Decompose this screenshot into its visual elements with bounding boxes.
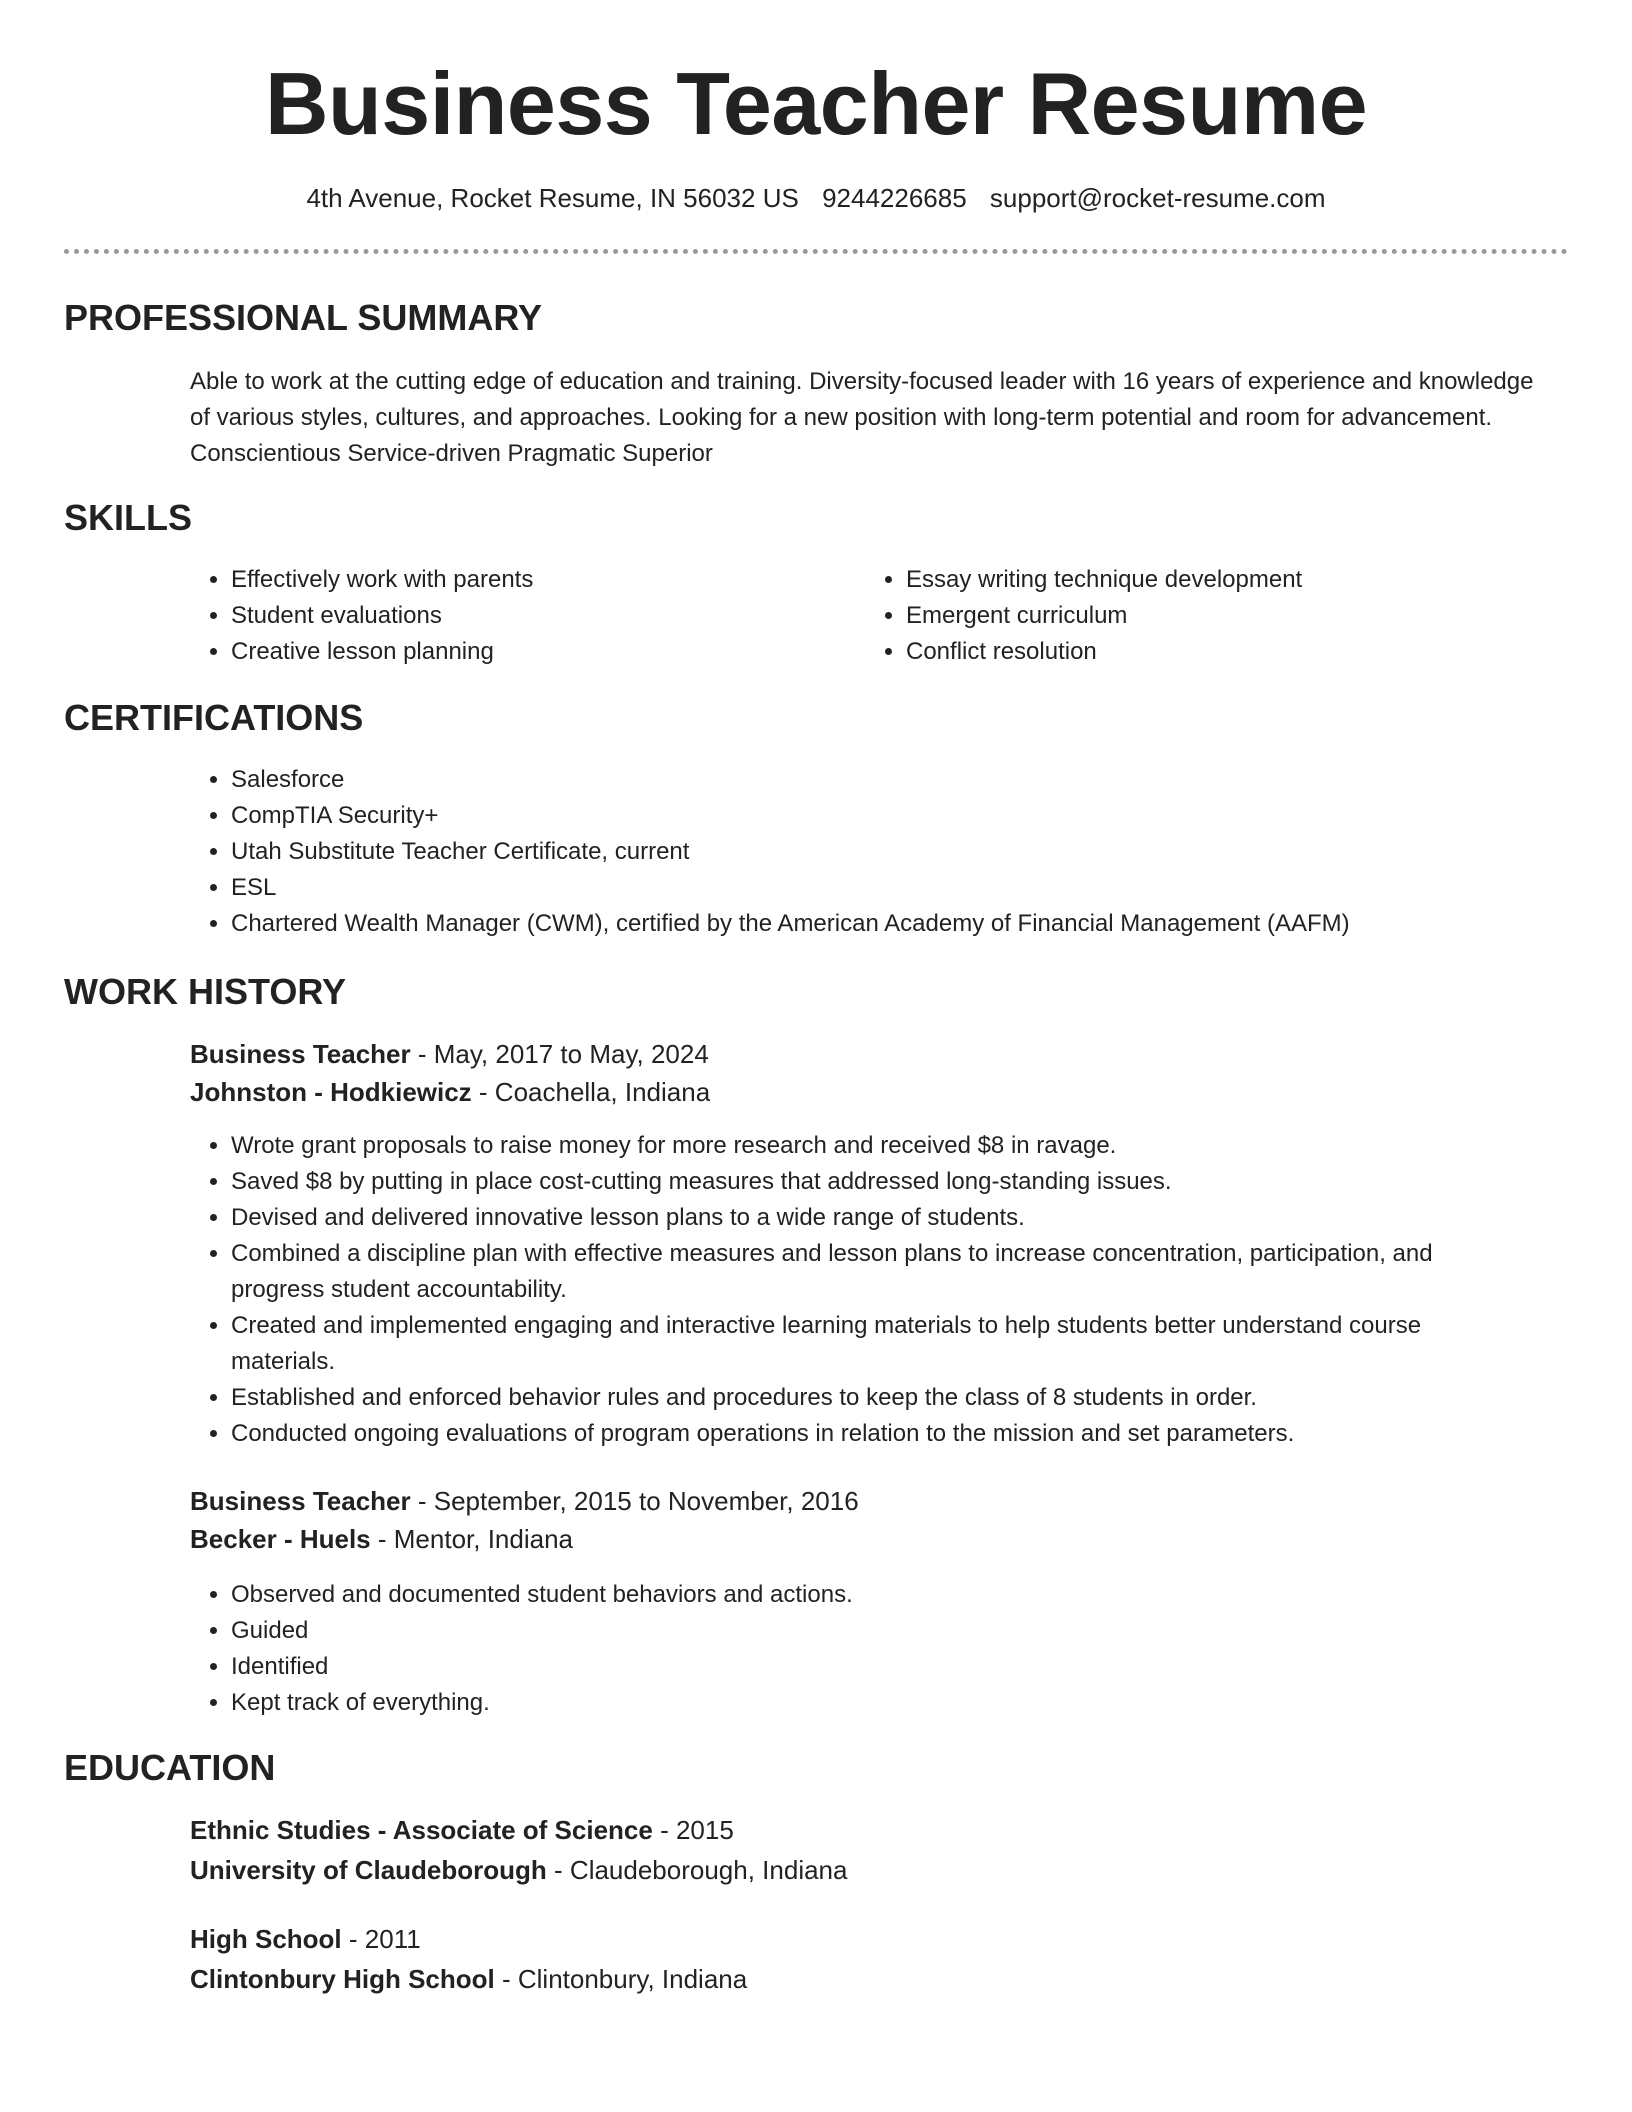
job-title-line xyxy=(190,1482,859,1520)
job-title: Business Teacher xyxy=(190,1039,411,1069)
education-school: University of Claudeborough xyxy=(190,1855,547,1885)
education-degree-line xyxy=(190,1811,734,1849)
skill-item: • Creative lesson planning xyxy=(231,634,851,670)
education-degree: High School xyxy=(190,1924,342,1954)
job-company-line xyxy=(190,1073,710,1111)
education-location: - Claudeborough, Indiana xyxy=(546,1855,848,1885)
job-location: - Mentor, Indiana xyxy=(370,1524,573,1554)
skills-heading: SKILLS xyxy=(64,497,193,538)
work-history-heading: WORK HISTORY xyxy=(64,971,347,1012)
education-location: - Clintonbury, Indiana xyxy=(494,1964,748,1994)
skill-item: • Essay writing technique development xyxy=(906,562,1546,598)
job-company: Becker - Huels xyxy=(190,1524,371,1554)
certifications-heading: CERTIFICATIONS xyxy=(64,697,364,738)
skill-item: • Effectively work with parents xyxy=(231,562,851,598)
certification-item: • Utah Substitute Teacher Certificate, current xyxy=(231,834,1611,870)
job-bullet: • Saved $8 by putting in place cost-cutting measures that addressed long-standing issues. xyxy=(231,1164,1531,1200)
job-title: Business Teacher xyxy=(190,1486,411,1516)
job-bullet: • Guided xyxy=(231,1613,1531,1649)
contact-phone: 9244226685 xyxy=(822,183,967,213)
summary-heading: PROFESSIONAL SUMMARY xyxy=(64,297,543,338)
job-bullet: • Created and implemented engaging and interactive learning materials to help students better understand course materials. xyxy=(231,1308,1531,1380)
education-school: Clintonbury High School xyxy=(190,1964,495,1994)
contact-line xyxy=(0,180,1632,216)
certification-item: • CompTIA Security+ xyxy=(231,798,1611,834)
skill-item: • Emergent curriculum xyxy=(906,598,1546,634)
job-bullet: • Observed and documented student behaviors and actions. xyxy=(231,1577,1531,1613)
job-bullet: • Devised and delivered innovative lesson plans to a wide range of students. xyxy=(231,1200,1531,1236)
job-bullet: • Established and enforced behavior rules and procedures to keep the class of 8 students in order. xyxy=(231,1380,1531,1416)
skill-item: • Student evaluations xyxy=(231,598,851,634)
education-school-line xyxy=(190,1960,747,1998)
job-bullet: • Conducted ongoing evaluations of program operations in relation to the mission and set parameters. xyxy=(231,1416,1531,1452)
resume-title: Business Teacher Resume xyxy=(264,54,1368,153)
skill-item: • Conflict resolution xyxy=(906,634,1546,670)
education-year: - 2015 xyxy=(652,1815,734,1845)
summary-text: Able to work at the cutting edge of education and training. Diversity-focused leader with 16 years of experience and knowledge of various styles, cultures, and approaches. Looking for a new position with long-term potential and room for advancement. Conscientious Service-driven Pragmatic Superior xyxy=(190,368,1534,467)
education-degree-line xyxy=(190,1920,421,1958)
job-dates: - September, 2015 to November, 2016 xyxy=(410,1486,859,1516)
certification-item: • Chartered Wealth Manager (CWM), certified by the American Academy of Financial Management (AAFM) xyxy=(231,906,1611,942)
job-bullet: • Identified xyxy=(231,1649,1531,1685)
job-company: Johnston - Hodkiewicz xyxy=(190,1077,472,1107)
header-divider xyxy=(64,249,1568,254)
skills-list-right xyxy=(862,562,1546,670)
education-degree: Ethnic Studies - Associate of Science xyxy=(190,1815,653,1845)
education-school-line xyxy=(190,1851,847,1889)
job-title-line xyxy=(190,1035,709,1073)
contact-email: support@rocket-resume.com xyxy=(989,183,1326,213)
job-company-line xyxy=(190,1520,573,1558)
certifications-list xyxy=(187,762,1611,942)
job-bullet: • Combined a discipline plan with effective measures and lesson plans to increase concentration, participation, and progress student accountability. xyxy=(231,1236,1531,1308)
job-bullet: • Kept track of everything. xyxy=(231,1685,1531,1721)
job-bullets xyxy=(187,1128,1531,1452)
job-bullets xyxy=(187,1577,1531,1721)
job-dates: - May, 2017 to May, 2024 xyxy=(410,1039,709,1069)
job-bullet: • Wrote grant proposals to raise money for more research and received $8 in ravage. xyxy=(231,1128,1531,1164)
education-heading: EDUCATION xyxy=(64,1747,276,1788)
certification-item: • ESL xyxy=(231,870,1611,906)
certification-item: • Salesforce xyxy=(231,762,1611,798)
contact-address: 4th Avenue, Rocket Resume, IN 56032 US xyxy=(306,183,799,213)
skills-list-left xyxy=(187,562,851,670)
job-location: - Coachella, Indiana xyxy=(471,1077,711,1107)
education-year: - 2011 xyxy=(341,1924,421,1954)
